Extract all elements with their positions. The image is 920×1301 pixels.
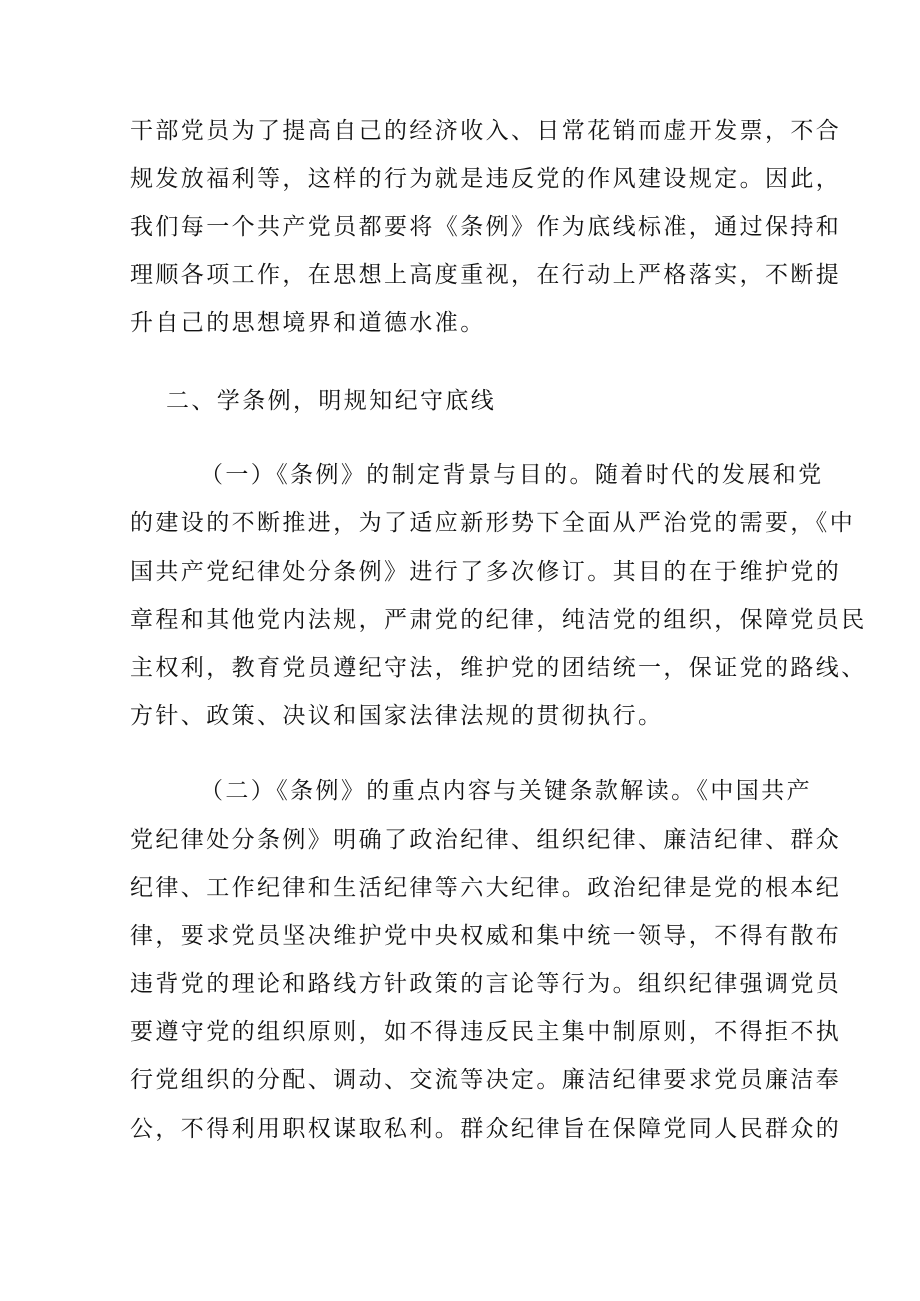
- paragraph-3-line-3: 纪律、工作纪律和生活纪律等六大纪律。政治纪律是党的根本纪: [130, 875, 842, 901]
- section-heading: 二、学条例，明规知纪守底线: [166, 388, 497, 414]
- paragraph-1-line-3: 我们每一个共产党员都要将《条例》作为底线标准，通过保持和: [130, 214, 842, 240]
- paragraph-2-line-1: （一）《条例》的制定背景与目的。随着时代的发展和党: [200, 462, 824, 488]
- paragraph-2-line-3: 国共产党纪律处分条例》进行了多次修订。其目的在于维护党的: [130, 559, 842, 585]
- paragraph-3-line-5: 违背党的理论和路线方针政策的言论等行为。组织纪律强调党员: [130, 971, 842, 997]
- paragraph-1-line-4: 理顺各项工作，在思想上高度重视，在行动上严格落实，不断提: [130, 262, 842, 288]
- paragraph-2-line-5: 主权利，教育党员遵纪守法，维护党的团结统一，保证党的路线、: [130, 655, 867, 681]
- paragraph-3-line-2: 党纪律处分条例》明确了政治纪律、组织纪律、廉洁纪律、群众: [130, 827, 842, 853]
- paragraph-2-line-6: 方针、政策、决议和国家法律法规的贯彻执行。: [130, 703, 664, 729]
- paragraph-2-line-4: 章程和其他党内法规，严肃党的纪律，纯洁党的组织，保障党员民: [130, 607, 867, 633]
- paragraph-3-line-1: （二）《条例》的重点内容与关键条款解读。《中国共产: [200, 778, 812, 804]
- paragraph-3-line-8: 公，不得利用职权谋取私利。群众纪律旨在保障党同人民群众的: [130, 1116, 842, 1142]
- paragraph-1-line-1: 干部党员为了提高自己的经济收入、日常花销而虚开发票，不合: [130, 118, 842, 144]
- paragraph-3-line-4: 律，要求党员坚决维护党中央权威和集中统一领导，不得有散布: [130, 923, 842, 949]
- paragraph-1-line-5: 升自己的思想境界和道德水准。: [130, 310, 486, 336]
- paragraph-3-line-7: 行党组织的分配、调动、交流等决定。廉洁纪律要求党员廉洁奉: [130, 1067, 842, 1093]
- paragraph-2-line-2: 的建设的不断推进，为了适应新形势下全面从严治党的需要，《中: [130, 510, 856, 536]
- paragraph-3-line-6: 要遵守党的组织原则，如不得违反民主集中制原则，不得拒不执: [130, 1019, 842, 1045]
- paragraph-1-line-2: 规发放福利等，这样的行为就是违反党的作风建设规定。因此，: [130, 166, 842, 192]
